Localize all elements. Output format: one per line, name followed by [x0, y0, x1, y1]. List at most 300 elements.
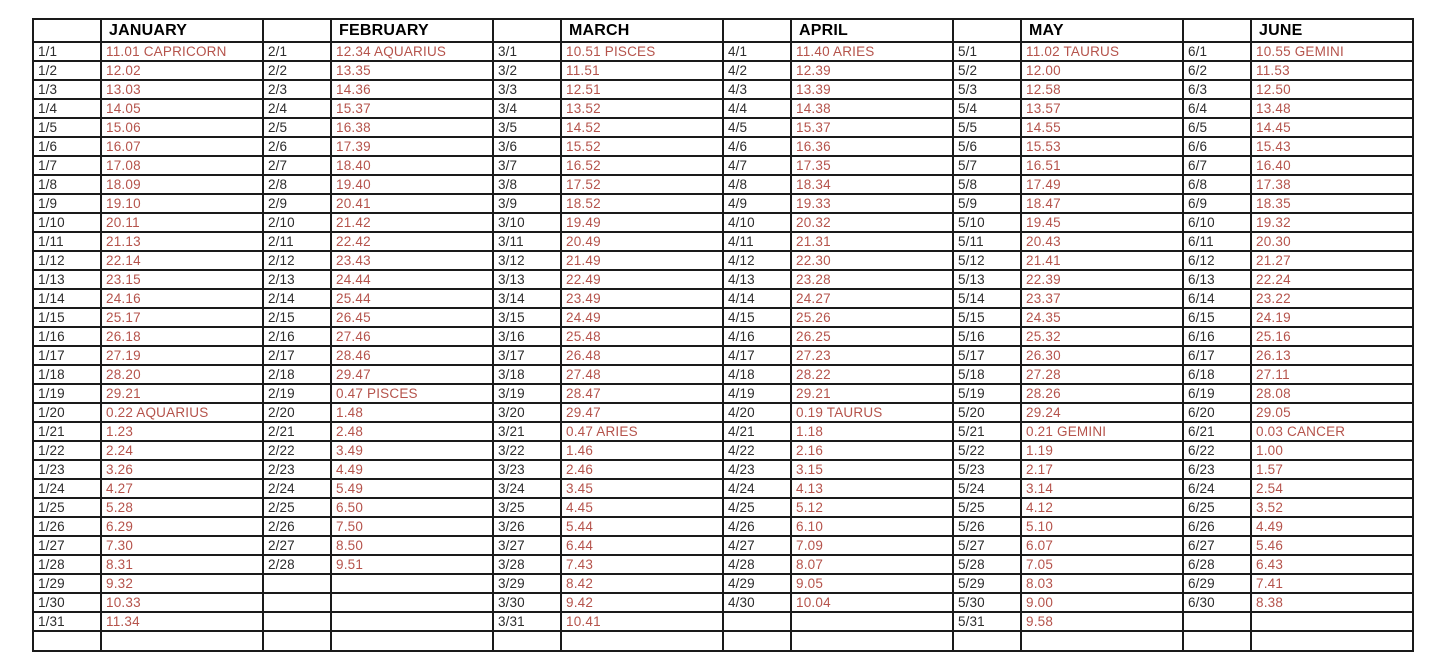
position-value-cell: 9.05	[791, 574, 953, 593]
date-cell: 1/7	[33, 156, 101, 175]
position-value-cell: 18.40	[331, 156, 493, 175]
date-cell: 6/8	[1183, 175, 1251, 194]
date-column-header	[723, 19, 791, 42]
table-row	[33, 118, 1413, 137]
date-cell: 4/12	[723, 251, 791, 270]
date-cell: 3/29	[493, 574, 561, 593]
date-cell: 4/27	[723, 536, 791, 555]
position-value-cell: 9.58	[1021, 612, 1183, 631]
position-value-cell: 7.43	[561, 555, 723, 574]
date-cell: 1/11	[33, 232, 101, 251]
position-value-cell: 1.18	[791, 422, 953, 441]
date-cell: 5/13	[953, 270, 1021, 289]
date-cell: 3/13	[493, 270, 561, 289]
date-cell: 5/16	[953, 327, 1021, 346]
position-value-cell: 20.30	[1251, 232, 1413, 251]
position-value-cell: 5.10	[1021, 517, 1183, 536]
position-value-cell: 6.50	[331, 498, 493, 517]
position-value-cell: 3.14	[1021, 479, 1183, 498]
date-cell: 6/3	[1183, 80, 1251, 99]
position-value-cell: 8.03	[1021, 574, 1183, 593]
position-value-cell: 27.28	[1021, 365, 1183, 384]
position-value-cell: 23.15	[101, 270, 263, 289]
date-cell: 5/23	[953, 460, 1021, 479]
position-value-cell: 11.02 TAURUS	[1021, 42, 1183, 61]
position-value-cell: 23.43	[331, 251, 493, 270]
date-cell: 5/5	[953, 118, 1021, 137]
date-cell	[263, 574, 331, 593]
table-row	[33, 80, 1413, 99]
position-value-cell: 5.46	[1251, 536, 1413, 555]
position-value-cell: 26.13	[1251, 346, 1413, 365]
position-value-cell: 10.33	[101, 593, 263, 612]
position-value-cell: 2.48	[331, 422, 493, 441]
date-cell	[263, 593, 331, 612]
position-value-cell: 11.34	[101, 612, 263, 631]
position-value-cell: 6.43	[1251, 555, 1413, 574]
position-value-cell: 18.35	[1251, 194, 1413, 213]
table-row	[33, 61, 1413, 80]
date-cell: 1/10	[33, 213, 101, 232]
date-cell: 5/18	[953, 365, 1021, 384]
date-cell: 6/29	[1183, 574, 1251, 593]
date-cell: 6/12	[1183, 251, 1251, 270]
position-value-cell: 0.21 GEMINI	[1021, 422, 1183, 441]
position-value-cell: 4.49	[331, 460, 493, 479]
position-value-cell: 17.39	[331, 137, 493, 156]
position-value-cell: 9.32	[101, 574, 263, 593]
position-value-cell: 24.19	[1251, 308, 1413, 327]
date-cell: 1/20	[33, 403, 101, 422]
date-cell: 4/29	[723, 574, 791, 593]
date-cell: 2/23	[263, 460, 331, 479]
date-cell: 4/15	[723, 308, 791, 327]
date-cell: 5/9	[953, 194, 1021, 213]
date-cell: 3/1	[493, 42, 561, 61]
date-cell: 5/27	[953, 536, 1021, 555]
date-cell: 2/9	[263, 194, 331, 213]
date-cell: 5/14	[953, 289, 1021, 308]
table-row	[33, 612, 1413, 631]
table-row	[33, 308, 1413, 327]
date-cell: 1/14	[33, 289, 101, 308]
date-cell: 5/4	[953, 99, 1021, 118]
position-value-cell: 1.46	[561, 441, 723, 460]
position-value-cell: 7.41	[1251, 574, 1413, 593]
date-cell: 5/17	[953, 346, 1021, 365]
date-cell: 1/1	[33, 42, 101, 61]
table-row	[33, 593, 1413, 612]
date-cell: 4/14	[723, 289, 791, 308]
date-cell: 5/31	[953, 612, 1021, 631]
date-cell: 1/22	[33, 441, 101, 460]
table-row	[33, 42, 1413, 61]
position-value-cell: 20.41	[331, 194, 493, 213]
position-value-cell: 13.48	[1251, 99, 1413, 118]
position-value-cell: 14.45	[1251, 118, 1413, 137]
table-row	[33, 460, 1413, 479]
position-value-cell: 3.52	[1251, 498, 1413, 517]
position-value-cell: 13.57	[1021, 99, 1183, 118]
position-value-cell: 8.31	[101, 555, 263, 574]
position-value-cell: 21.42	[331, 213, 493, 232]
position-value-cell: 3.15	[791, 460, 953, 479]
date-cell: 3/6	[493, 137, 561, 156]
date-cell: 5/25	[953, 498, 1021, 517]
date-cell: 4/28	[723, 555, 791, 574]
blank-date-cell	[953, 631, 1021, 651]
position-value-cell: 0.47 ARIES	[561, 422, 723, 441]
date-cell: 1/17	[33, 346, 101, 365]
position-value-cell: 6.07	[1021, 536, 1183, 555]
date-cell: 6/20	[1183, 403, 1251, 422]
position-value-cell: 5.28	[101, 498, 263, 517]
date-cell: 1/30	[33, 593, 101, 612]
date-cell	[723, 612, 791, 631]
position-value-cell: 16.36	[791, 137, 953, 156]
date-cell: 6/23	[1183, 460, 1251, 479]
date-cell: 6/25	[1183, 498, 1251, 517]
position-value-cell: 21.13	[101, 232, 263, 251]
date-cell: 1/21	[33, 422, 101, 441]
position-value-cell: 11.01 CAPRICORN	[101, 42, 263, 61]
date-cell: 3/16	[493, 327, 561, 346]
month-header-may: MAY	[1021, 19, 1183, 42]
position-value-cell: 12.50	[1251, 80, 1413, 99]
blank-value-cell	[1021, 631, 1183, 651]
position-value-cell: 15.53	[1021, 137, 1183, 156]
date-cell: 3/14	[493, 289, 561, 308]
table-header-row	[33, 19, 1413, 42]
date-cell: 2/20	[263, 403, 331, 422]
date-cell: 6/11	[1183, 232, 1251, 251]
position-value-cell: 25.17	[101, 308, 263, 327]
position-value-cell: 21.31	[791, 232, 953, 251]
table-row	[33, 137, 1413, 156]
date-cell: 3/30	[493, 593, 561, 612]
position-value-cell: 17.08	[101, 156, 263, 175]
position-value-cell: 27.46	[331, 327, 493, 346]
position-value-cell: 17.52	[561, 175, 723, 194]
position-value-cell: 13.35	[331, 61, 493, 80]
position-value-cell: 22.49	[561, 270, 723, 289]
date-cell: 2/22	[263, 441, 331, 460]
date-cell: 1/24	[33, 479, 101, 498]
date-cell: 1/2	[33, 61, 101, 80]
position-value-cell: 22.24	[1251, 270, 1413, 289]
date-cell: 3/5	[493, 118, 561, 137]
position-value-cell: 21.41	[1021, 251, 1183, 270]
position-value-cell: 1.48	[331, 403, 493, 422]
date-cell: 1/13	[33, 270, 101, 289]
date-cell: 5/6	[953, 137, 1021, 156]
position-value-cell: 18.34	[791, 175, 953, 194]
date-cell: 3/4	[493, 99, 561, 118]
date-cell: 1/12	[33, 251, 101, 270]
date-cell: 1/6	[33, 137, 101, 156]
position-value-cell: 6.10	[791, 517, 953, 536]
position-value-cell: 27.19	[101, 346, 263, 365]
position-value-cell: 26.45	[331, 308, 493, 327]
date-cell: 3/22	[493, 441, 561, 460]
date-cell: 5/8	[953, 175, 1021, 194]
date-cell: 2/11	[263, 232, 331, 251]
position-value-cell: 4.49	[1251, 517, 1413, 536]
table-row	[33, 232, 1413, 251]
month-header-february: FEBRUARY	[331, 19, 493, 42]
date-cell: 2/16	[263, 327, 331, 346]
date-cell: 6/18	[1183, 365, 1251, 384]
blank-date-cell	[493, 631, 561, 651]
position-value-cell: 10.04	[791, 593, 953, 612]
position-value-cell: 14.38	[791, 99, 953, 118]
table-row	[33, 384, 1413, 403]
table-row	[33, 270, 1413, 289]
position-value-cell: 19.40	[331, 175, 493, 194]
date-cell: 5/2	[953, 61, 1021, 80]
date-cell: 1/29	[33, 574, 101, 593]
position-value-cell: 20.49	[561, 232, 723, 251]
position-value-cell: 26.30	[1021, 346, 1183, 365]
position-value-cell: 11.40 ARIES	[791, 42, 953, 61]
position-value-cell: 2.24	[101, 441, 263, 460]
date-cell: 3/28	[493, 555, 561, 574]
ephemeris-sheet	[32, 18, 1412, 652]
position-value-cell: 15.52	[561, 137, 723, 156]
date-cell: 6/5	[1183, 118, 1251, 137]
position-value-cell: 13.03	[101, 80, 263, 99]
position-value-cell: 25.44	[331, 289, 493, 308]
date-cell: 4/23	[723, 460, 791, 479]
position-value-cell: 16.40	[1251, 156, 1413, 175]
date-cell: 3/31	[493, 612, 561, 631]
position-value-cell: 29.21	[101, 384, 263, 403]
table-row	[33, 555, 1413, 574]
date-cell	[263, 612, 331, 631]
date-cell: 6/14	[1183, 289, 1251, 308]
date-cell: 6/27	[1183, 536, 1251, 555]
date-cell: 4/19	[723, 384, 791, 403]
date-cell: 4/7	[723, 156, 791, 175]
position-value-cell: 14.52	[561, 118, 723, 137]
position-value-cell: 8.42	[561, 574, 723, 593]
position-value-cell: 2.17	[1021, 460, 1183, 479]
table-row	[33, 574, 1413, 593]
table-row	[33, 175, 1413, 194]
date-cell: 5/1	[953, 42, 1021, 61]
date-cell: 1/4	[33, 99, 101, 118]
date-cell: 5/12	[953, 251, 1021, 270]
date-cell: 6/24	[1183, 479, 1251, 498]
date-cell: 3/20	[493, 403, 561, 422]
date-cell: 2/13	[263, 270, 331, 289]
month-header-june: JUNE	[1251, 19, 1413, 42]
position-value-cell: 2.46	[561, 460, 723, 479]
date-cell: 2/14	[263, 289, 331, 308]
date-cell: 1/27	[33, 536, 101, 555]
date-cell: 2/1	[263, 42, 331, 61]
date-cell: 5/7	[953, 156, 1021, 175]
date-cell: 5/10	[953, 213, 1021, 232]
position-value-cell: 15.37	[791, 118, 953, 137]
date-cell: 4/9	[723, 194, 791, 213]
date-cell: 4/4	[723, 99, 791, 118]
blank-value-cell	[331, 631, 493, 651]
date-cell: 1/5	[33, 118, 101, 137]
position-value-cell: 16.51	[1021, 156, 1183, 175]
date-cell: 2/6	[263, 137, 331, 156]
position-value-cell: 19.10	[101, 194, 263, 213]
date-cell: 6/4	[1183, 99, 1251, 118]
position-value-cell	[331, 612, 493, 631]
date-cell: 2/27	[263, 536, 331, 555]
position-value-cell: 19.49	[561, 213, 723, 232]
date-cell: 3/9	[493, 194, 561, 213]
position-value-cell: 24.44	[331, 270, 493, 289]
date-cell: 6/22	[1183, 441, 1251, 460]
date-cell: 3/11	[493, 232, 561, 251]
date-cell: 4/20	[723, 403, 791, 422]
position-value-cell: 8.07	[791, 555, 953, 574]
position-value-cell: 4.12	[1021, 498, 1183, 517]
position-value-cell	[331, 593, 493, 612]
position-value-cell: 23.49	[561, 289, 723, 308]
date-column-header	[493, 19, 561, 42]
date-cell: 2/18	[263, 365, 331, 384]
position-value-cell: 2.16	[791, 441, 953, 460]
date-cell: 4/18	[723, 365, 791, 384]
date-cell: 4/21	[723, 422, 791, 441]
date-cell: 6/7	[1183, 156, 1251, 175]
position-value-cell: 3.49	[331, 441, 493, 460]
table-row	[33, 156, 1413, 175]
position-value-cell: 27.23	[791, 346, 953, 365]
date-cell: 2/19	[263, 384, 331, 403]
position-value-cell: 12.34 AQUARIUS	[331, 42, 493, 61]
position-value-cell: 19.32	[1251, 213, 1413, 232]
date-cell: 1/3	[33, 80, 101, 99]
position-value-cell: 2.54	[1251, 479, 1413, 498]
position-value-cell: 18.09	[101, 175, 263, 194]
table-row	[33, 479, 1413, 498]
date-cell: 2/2	[263, 61, 331, 80]
position-value-cell: 25.32	[1021, 327, 1183, 346]
date-cell: 1/9	[33, 194, 101, 213]
position-value-cell: 0.19 TAURUS	[791, 403, 953, 422]
date-cell: 6/28	[1183, 555, 1251, 574]
position-value-cell: 0.03 CANCER	[1251, 422, 1413, 441]
date-cell: 2/25	[263, 498, 331, 517]
position-value-cell: 13.39	[791, 80, 953, 99]
position-value-cell: 21.27	[1251, 251, 1413, 270]
date-cell: 4/10	[723, 213, 791, 232]
position-value-cell: 7.30	[101, 536, 263, 555]
date-cell: 1/31	[33, 612, 101, 631]
position-value-cell: 28.22	[791, 365, 953, 384]
date-cell: 4/11	[723, 232, 791, 251]
date-column-header	[953, 19, 1021, 42]
date-cell: 6/26	[1183, 517, 1251, 536]
position-value-cell: 16.07	[101, 137, 263, 156]
date-cell: 1/23	[33, 460, 101, 479]
date-cell: 4/3	[723, 80, 791, 99]
date-cell: 5/19	[953, 384, 1021, 403]
date-cell: 4/16	[723, 327, 791, 346]
position-value-cell: 27.48	[561, 365, 723, 384]
date-cell: 3/2	[493, 61, 561, 80]
position-value-cell: 0.22 AQUARIUS	[101, 403, 263, 422]
position-value-cell: 4.27	[101, 479, 263, 498]
table-row	[33, 536, 1413, 555]
date-cell: 6/13	[1183, 270, 1251, 289]
position-value-cell: 4.13	[791, 479, 953, 498]
position-value-cell: 25.16	[1251, 327, 1413, 346]
position-value-cell: 28.08	[1251, 384, 1413, 403]
date-cell: 5/24	[953, 479, 1021, 498]
date-column-header	[33, 19, 101, 42]
position-value-cell: 15.06	[101, 118, 263, 137]
date-cell: 2/24	[263, 479, 331, 498]
date-cell: 6/15	[1183, 308, 1251, 327]
date-cell: 5/26	[953, 517, 1021, 536]
position-value-cell: 19.45	[1021, 213, 1183, 232]
position-value-cell: 24.49	[561, 308, 723, 327]
date-cell: 6/30	[1183, 593, 1251, 612]
date-cell: 2/15	[263, 308, 331, 327]
position-value-cell: 12.39	[791, 61, 953, 80]
position-value-cell: 28.47	[561, 384, 723, 403]
table-row	[33, 403, 1413, 422]
position-value-cell: 7.50	[331, 517, 493, 536]
position-value-cell: 24.35	[1021, 308, 1183, 327]
date-cell: 2/7	[263, 156, 331, 175]
date-cell: 2/3	[263, 80, 331, 99]
table-row	[33, 194, 1413, 213]
position-value-cell: 23.28	[791, 270, 953, 289]
date-cell: 5/15	[953, 308, 1021, 327]
position-value-cell: 9.51	[331, 555, 493, 574]
blank-value-cell	[561, 631, 723, 651]
position-value-cell: 5.12	[791, 498, 953, 517]
position-value-cell: 0.47 PISCES	[331, 384, 493, 403]
table-row	[33, 517, 1413, 536]
date-cell: 3/27	[493, 536, 561, 555]
position-value-cell: 29.21	[791, 384, 953, 403]
date-cell: 4/13	[723, 270, 791, 289]
date-cell: 2/26	[263, 517, 331, 536]
date-cell: 3/19	[493, 384, 561, 403]
position-value-cell: 23.22	[1251, 289, 1413, 308]
position-value-cell: 29.47	[331, 365, 493, 384]
position-value-cell	[1251, 612, 1413, 631]
position-value-cell: 16.38	[331, 118, 493, 137]
date-cell: 3/23	[493, 460, 561, 479]
position-value-cell: 10.51 PISCES	[561, 42, 723, 61]
date-cell: 3/24	[493, 479, 561, 498]
date-cell	[1183, 612, 1251, 631]
position-value-cell: 1.57	[1251, 460, 1413, 479]
table-row	[33, 422, 1413, 441]
date-cell: 4/5	[723, 118, 791, 137]
date-cell: 5/11	[953, 232, 1021, 251]
position-value-cell: 29.47	[561, 403, 723, 422]
position-value-cell: 17.35	[791, 156, 953, 175]
date-cell: 4/24	[723, 479, 791, 498]
month-header-march: MARCH	[561, 19, 723, 42]
position-value-cell: 29.24	[1021, 403, 1183, 422]
position-value-cell	[791, 612, 953, 631]
position-value-cell: 22.30	[791, 251, 953, 270]
